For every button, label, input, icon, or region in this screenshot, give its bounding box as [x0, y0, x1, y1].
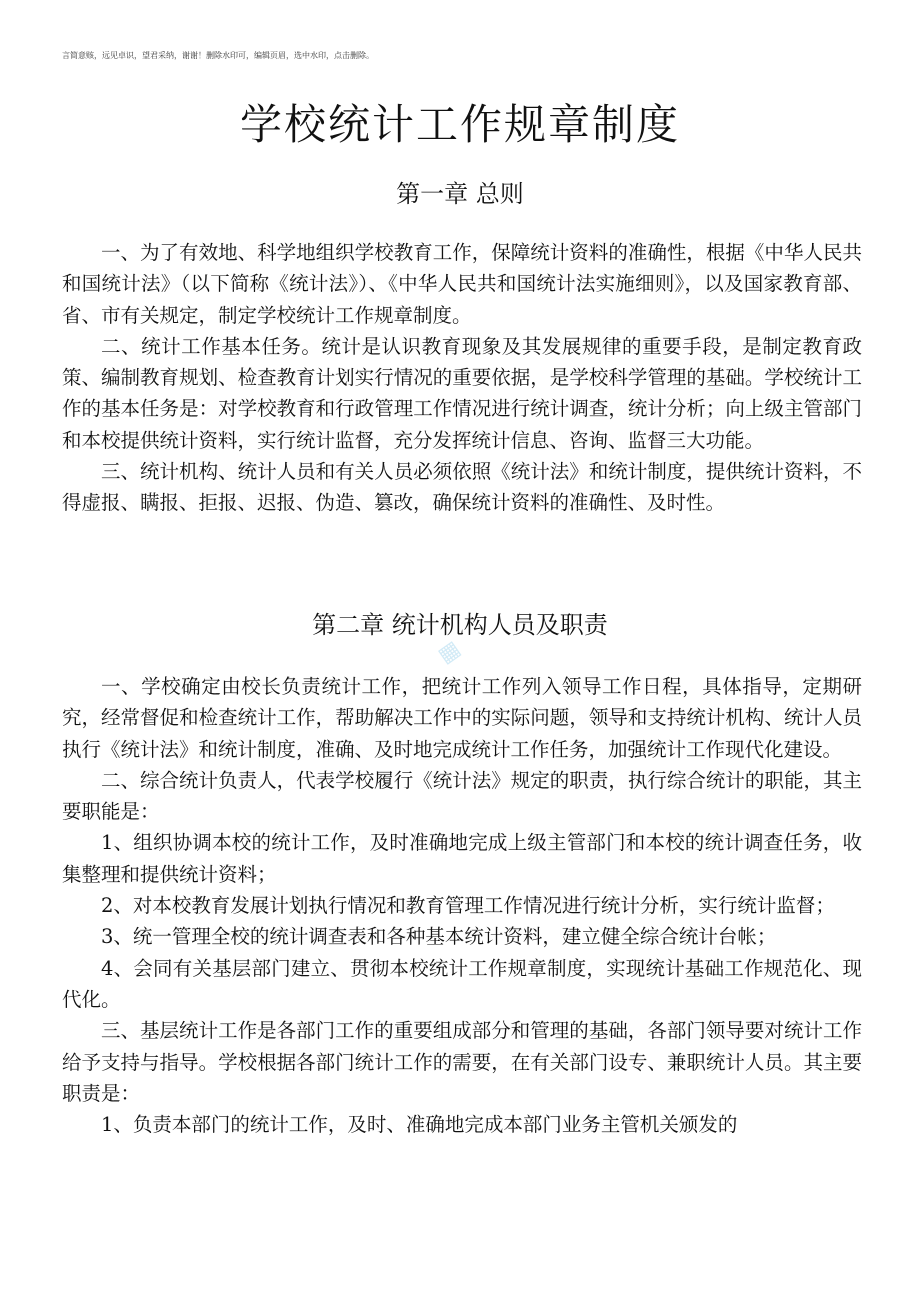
paragraph: 1、负责本部门的统计工作，及时、准确地完成本部门业务主管机关颁发的: [101, 1113, 738, 1137]
paragraph: 4、会同有关基层部门建立、贯彻本校统计工作规章制度，实现统计基础工作规范化、现代化。: [62, 956, 862, 1011]
paragraph: 三、统计机构、统计人员和有关人员必须依照《统计法》和统计制度，提供统计资料，不得虚报、瞒报、拒报、迟报、伪造、篡改，确保统计资料的准确性、及时性。: [62, 460, 862, 515]
chapter-2-heading: 第二章 统计机构人员及职责: [312, 611, 608, 639]
watermark-icon: ▦: [434, 636, 467, 669]
document-title: 学校统计工作规章制度: [239, 100, 680, 149]
paragraph: 一、学校确定由校长负责统计工作，把统计工作列入领导工作日程，具体指导，定期研究，经常督促和检查统计工作，帮助解决工作中的实际问题，领导和支持统计机构、统计人员执行《统计法》和统计制度，准确、及时地完成统计工作任务，加强统计工作现代化建设。: [62, 675, 862, 761]
header-watermark-note: 言简意赅，远见卓识，望君采纳，谢谢！删除水印可，编辑页眉，选中水印，点击删除。: [62, 51, 374, 60]
paragraph: 3、统一管理全校的统计调查表和各种基本统计资料，建立健全综合统计台帐；: [101, 925, 777, 949]
paragraph: 三、基层统计工作是各部门工作的重要组成部分和管理的基础，各部门领导要对统计工作给予支持与指导。学校根据各部门统计工作的需要，在有关部门设专、兼职统计人员。其主要职责是：: [62, 1019, 862, 1105]
paragraph: 二、统计工作基本任务。统计是认识教育现象及其发展规律的重要手段，是制定教育政策、编制教育规划、检查教育计划实行情况的重要依据，是学校科学管理的基础。学校统计工作的基本任务是：对学校教育和行政管理工作情况进行统计调查，统计分析；向上级主管部门和本校提供统计资料，实行统计监督，充分发挥统计信息、咨询、监督三大功能。: [62, 334, 862, 452]
chapter-2-body: [62, 671, 862, 1140]
paragraph: 二、综合统计负责人，代表学校履行《统计法》规定的职责，执行综合统计的职能，其主要职能是：: [62, 768, 862, 824]
paragraph: 一、为了有效地、科学地组织学校教育工作，保障统计资料的准确性，根据《中华人民共和国统计法》（以下简称《统计法》）、《中华人民共和国统计法实施细则》，以及国家教育部、省、市有关规定，制定学校统计工作规章制度。: [62, 241, 862, 327]
chapter-1-body: [62, 237, 862, 519]
paragraph: 1、组织协调本校的统计工作，及时准确地完成上级主管部门和本校的统计调查任务，收集整理和提供统计资料；: [62, 831, 862, 886]
chapter-1-heading: 第一章 总则: [396, 180, 524, 208]
paragraph: 2、对本校教育发展计划执行情况和教育管理工作情况进行统计分析，实行统计监督；: [101, 894, 835, 918]
